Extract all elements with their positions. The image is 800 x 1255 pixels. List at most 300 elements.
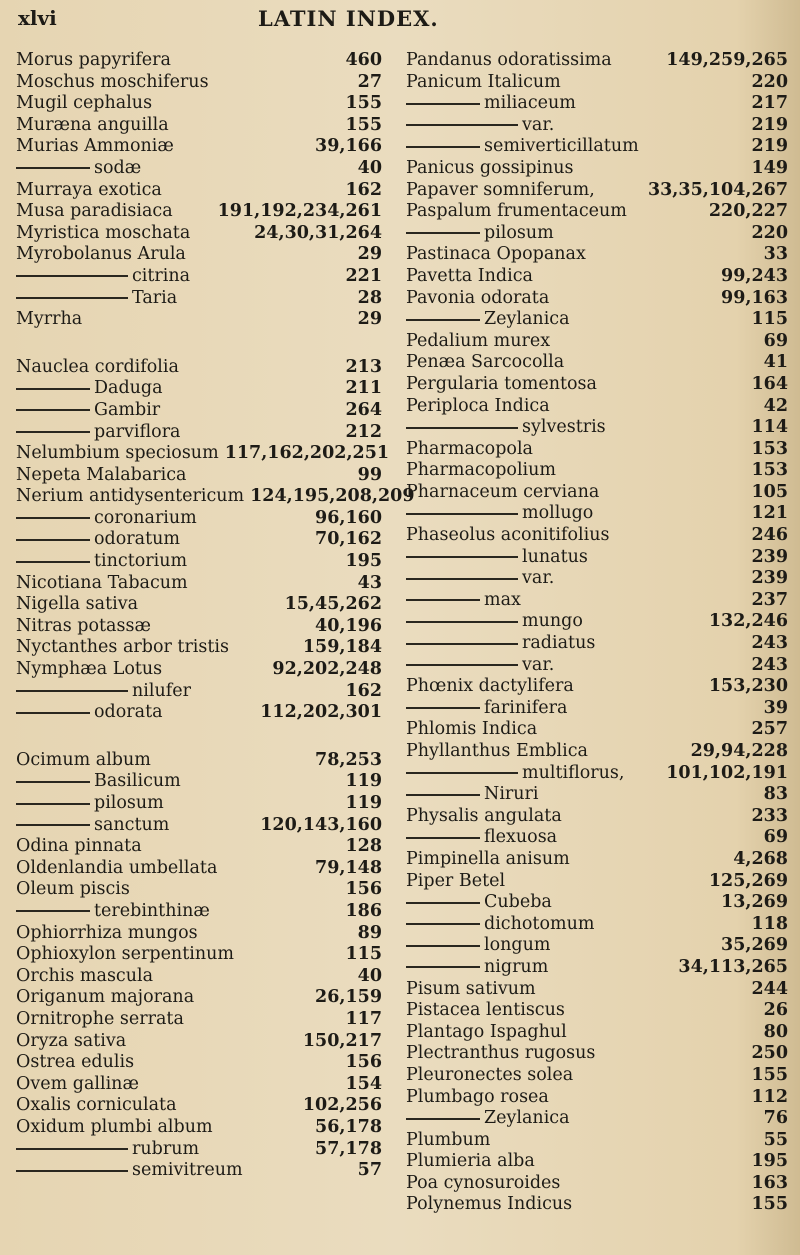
entry-name: var. xyxy=(406,568,745,590)
index-letter-group xyxy=(16,356,415,724)
index-subentry xyxy=(406,417,788,439)
entry-name: Morus papyrifera xyxy=(16,50,171,70)
index-subentry xyxy=(16,158,382,180)
entry-name: Murias Ammoniæ xyxy=(16,136,174,157)
index-subentry xyxy=(16,793,382,815)
entry-page-refs: 156 xyxy=(345,1052,382,1073)
entry-name: Pavetta Indica xyxy=(406,265,533,286)
index-entry xyxy=(406,374,788,396)
index-subentry xyxy=(16,901,382,923)
entry-page-refs: 102,256 xyxy=(302,1095,382,1116)
entry-page-refs: 244 xyxy=(751,978,788,999)
entry-page-refs: 246 xyxy=(751,525,788,546)
entry-name: Physalis angulata xyxy=(406,805,562,826)
entry-name: Pedalium murex xyxy=(406,330,551,351)
index-subentry xyxy=(406,655,788,677)
entry-name: multiflorus, xyxy=(406,763,660,785)
entry-page-refs: 39 xyxy=(763,697,788,718)
index-entry xyxy=(406,1000,788,1022)
entry-name: Panicum Italicum xyxy=(406,71,561,92)
entry-name: pilosum xyxy=(406,223,745,245)
index-entry xyxy=(406,1022,788,1044)
index-entry xyxy=(16,966,382,988)
entry-page-refs: 153 xyxy=(751,438,788,459)
index-entry xyxy=(406,719,788,741)
index-subentry xyxy=(406,547,788,569)
entry-page-refs: 89 xyxy=(357,922,382,943)
entry-page-refs: 57,178 xyxy=(315,1138,382,1159)
entry-page-refs: 115 xyxy=(751,309,788,330)
entry-name: Muræna anguilla xyxy=(16,114,169,135)
entry-page-refs: 56,178 xyxy=(315,1116,382,1137)
entry-name: Pisum sativum xyxy=(406,978,536,999)
entry-name: Oxidum plumbi album xyxy=(16,1116,213,1137)
entry-name: Pergularia tomentosa xyxy=(406,373,597,394)
entry-name: Myrobolanus Arula xyxy=(16,244,186,265)
entry-page-refs: 115 xyxy=(345,944,382,965)
entry-page-refs: 80 xyxy=(763,1021,788,1042)
index-entry xyxy=(16,244,382,266)
index-subentry xyxy=(406,914,788,936)
index-entry xyxy=(16,836,382,858)
index-letter-group xyxy=(406,50,788,1216)
entry-name: flexuosa xyxy=(406,827,758,849)
entry-page-refs: 155 xyxy=(345,114,382,135)
entry-page-refs: 112 xyxy=(751,1086,788,1107)
index-entry xyxy=(406,396,788,418)
entry-name: Plantago Ispaghul xyxy=(406,1021,567,1042)
entry-page-refs: 92,202,248 xyxy=(272,659,382,680)
entry-page-refs: 117,162,202,251 xyxy=(224,443,390,464)
entry-page-refs: 212 xyxy=(345,421,382,442)
entry-name: citrina xyxy=(16,266,339,288)
index-subentry xyxy=(406,590,788,612)
index-subentry xyxy=(406,503,788,525)
entry-page-refs: 13,269 xyxy=(721,892,788,913)
entry-name: odorata xyxy=(16,702,254,724)
entry-page-refs: 150,217 xyxy=(302,1030,382,1051)
entry-page-refs: 219 xyxy=(751,136,788,157)
index-entry xyxy=(16,1095,382,1117)
index-subentry xyxy=(16,1160,382,1182)
entry-name: sylvestris xyxy=(406,417,745,439)
index-subentry xyxy=(16,815,382,837)
index-entry xyxy=(16,201,382,223)
entry-name: Plumieria alba xyxy=(406,1151,535,1172)
entry-name: Ornitrophe serrata xyxy=(16,1008,184,1029)
entry-name: semivitreum xyxy=(16,1160,352,1182)
entry-name: rubrum xyxy=(16,1139,309,1161)
entry-name: longum xyxy=(406,935,715,957)
index-subentry xyxy=(406,309,788,331)
entry-page-refs: 40 xyxy=(357,965,382,986)
entry-name: Periploca Indica xyxy=(406,395,550,416)
entry-page-refs: 34,113,265 xyxy=(678,956,788,977)
entry-name: Oxalis corniculata xyxy=(16,1095,177,1116)
entry-page-refs: 24,30,31,264 xyxy=(254,222,382,243)
entry-page-refs: 117 xyxy=(345,1008,382,1029)
entry-page-refs: 15,45,262 xyxy=(284,594,382,615)
entry-page-refs: 99 xyxy=(357,464,382,485)
entry-name: max xyxy=(406,590,745,612)
entry-page-refs: 57 xyxy=(357,1160,382,1181)
index-subentry xyxy=(406,115,788,137)
entry-name: Phlomis Indica xyxy=(406,719,538,740)
entry-name: sodæ xyxy=(16,158,352,180)
entry-name: terebinthinæ xyxy=(16,901,339,923)
entry-name: Zeylanica xyxy=(406,309,745,331)
index-entry xyxy=(16,987,382,1009)
entry-page-refs: 124,195,208,209 xyxy=(250,486,415,507)
entry-page-refs: 119 xyxy=(345,771,382,792)
index-entry xyxy=(406,50,788,72)
entry-page-refs: 221 xyxy=(345,265,382,286)
entry-name: Oleum piscis xyxy=(16,879,130,900)
entry-page-refs: 99,163 xyxy=(721,287,788,308)
index-entry xyxy=(16,223,382,245)
index-entry xyxy=(406,806,788,828)
index-entry xyxy=(16,309,382,331)
entry-page-refs: 26 xyxy=(763,1000,788,1021)
running-title: LATIN INDEX. xyxy=(258,6,439,31)
entry-page-refs: 26,159 xyxy=(315,987,382,1008)
index-subentry xyxy=(406,568,788,590)
entry-name: Nymphæa Lotus xyxy=(16,659,163,680)
index-entry xyxy=(16,93,382,115)
entry-name: Phœnix dactylifera xyxy=(406,676,574,697)
index-entry xyxy=(16,573,382,595)
entry-page-refs: 79,148 xyxy=(315,857,382,878)
index-entry xyxy=(16,923,382,945)
entry-name: miliaceum xyxy=(406,93,745,115)
index-entry xyxy=(406,1065,788,1087)
entry-name: semiverticillatum xyxy=(406,136,745,158)
entry-name: farinifera xyxy=(406,698,758,720)
entry-page-refs: 69 xyxy=(763,827,788,848)
entry-page-refs: 233 xyxy=(751,805,788,826)
entry-name: Piper Betel xyxy=(406,870,506,891)
entry-name: Musa paradisiaca xyxy=(16,201,173,222)
entry-name: parviflora xyxy=(16,422,339,444)
entry-name: Niruri xyxy=(406,784,758,806)
index-entry xyxy=(16,50,382,72)
entry-name: Taria xyxy=(16,288,352,310)
entry-name: nigrum xyxy=(406,957,672,979)
index-entry xyxy=(16,1031,382,1053)
entry-page-refs: 264 xyxy=(345,399,382,420)
index-entry xyxy=(16,594,382,616)
index-entry xyxy=(16,1074,382,1096)
index-subentry xyxy=(16,266,382,288)
entry-name: Nerium antidysentericum xyxy=(16,486,245,507)
entry-page-refs: 155 xyxy=(751,1194,788,1215)
index-subentry xyxy=(406,784,788,806)
entry-page-refs: 101,102,191 xyxy=(666,762,788,783)
index-entry xyxy=(16,858,382,880)
entry-page-refs: 153 xyxy=(751,460,788,481)
entry-name: Origanum majorana xyxy=(16,987,195,1008)
index-subentry xyxy=(16,288,382,310)
entry-page-refs: 29 xyxy=(357,244,382,265)
entry-name: Plumbago rosea xyxy=(406,1086,549,1107)
entry-name: Ophioxylon serpentinum xyxy=(16,944,234,965)
entry-name: Pavonia odorata xyxy=(406,287,550,308)
entry-page-refs: 195 xyxy=(345,551,382,572)
entry-name: Panicus gossipinus xyxy=(406,157,574,178)
index-subentry xyxy=(406,1108,788,1130)
index-entry xyxy=(16,944,382,966)
entry-page-refs: 29,94,228 xyxy=(690,741,788,761)
entry-page-refs: 99,243 xyxy=(721,265,788,286)
index-subentry xyxy=(406,633,788,655)
entry-name: Polynemus Indicus xyxy=(406,1194,573,1215)
index-entry xyxy=(406,1087,788,1109)
entry-page-refs: 159,184 xyxy=(302,637,382,658)
index-subentry xyxy=(16,529,382,551)
entry-name: Murraya exotica xyxy=(16,179,162,200)
index-entry xyxy=(16,1009,382,1031)
entry-page-refs: 114 xyxy=(751,417,788,438)
entry-name: var. xyxy=(406,655,745,677)
entry-name: Pharmacopolium xyxy=(406,460,557,481)
entry-page-refs: 28 xyxy=(357,287,382,308)
index-entry xyxy=(406,266,788,288)
entry-page-refs: 29 xyxy=(357,309,382,330)
index-entry xyxy=(16,1117,382,1139)
index-letter-group xyxy=(16,750,382,1182)
index-entry xyxy=(406,676,788,698)
entry-page-refs: 69 xyxy=(763,330,788,351)
entry-name: Pastinaca Opopanax xyxy=(406,244,586,265)
entry-page-refs: 156 xyxy=(345,879,382,900)
entry-page-refs: 243 xyxy=(751,654,788,675)
entry-name: coronarium xyxy=(16,508,309,530)
index-subentry xyxy=(406,957,788,979)
entry-page-refs: 118 xyxy=(751,913,788,934)
page-number: xlvi xyxy=(18,6,57,30)
entry-page-refs: 191,192,234,261 xyxy=(217,201,382,222)
index-subentry xyxy=(406,611,788,633)
entry-page-refs: 27 xyxy=(357,71,382,92)
entry-name: Nyctanthes arbor tristis xyxy=(16,637,229,658)
index-entry xyxy=(406,849,788,871)
entry-page-refs: 55 xyxy=(763,1129,788,1150)
entry-name: Ostrea edulis xyxy=(16,1052,135,1073)
entry-name: Nicotiana Tabacum xyxy=(16,572,188,593)
entry-name: Plectranthus rugosus xyxy=(406,1043,596,1064)
entry-name: mollugo xyxy=(406,503,745,525)
entry-name: Myrrha xyxy=(16,309,83,330)
entry-page-refs: 35,269 xyxy=(721,935,788,956)
page-header xyxy=(0,4,800,32)
index-subentry xyxy=(406,136,788,158)
entry-page-refs: 219 xyxy=(751,114,788,135)
entry-name: Nepeta Malabarica xyxy=(16,464,187,485)
entry-page-refs: 239 xyxy=(751,546,788,567)
index-entry xyxy=(16,357,382,379)
entry-name: pilosum xyxy=(16,793,339,815)
entry-name: Poa cynosuroides xyxy=(406,1172,561,1193)
left-index-column xyxy=(16,50,415,1208)
entry-name: Penæa Sarcocolla xyxy=(406,352,565,373)
index-entry xyxy=(16,879,382,901)
entry-page-refs: 257 xyxy=(751,719,788,740)
index-entry xyxy=(16,750,382,772)
index-entry xyxy=(406,158,788,180)
entry-page-refs: 155 xyxy=(751,1064,788,1085)
entry-page-refs: 237 xyxy=(751,589,788,610)
index-subentry xyxy=(16,508,382,530)
entry-name: Moschus moschiferus xyxy=(16,71,209,92)
entry-name: Paspalum frumentaceum xyxy=(406,201,627,222)
index-entry xyxy=(406,1043,788,1065)
index-subentry xyxy=(406,827,788,849)
entry-name: tinctorium xyxy=(16,551,339,573)
entry-page-refs: 213 xyxy=(345,356,382,377)
index-entry xyxy=(406,180,788,202)
entry-page-refs: 76 xyxy=(763,1108,788,1129)
entry-name: Pharnaceum cerviana xyxy=(406,481,600,502)
index-subentry xyxy=(16,702,382,724)
right-index-column xyxy=(406,50,788,1242)
entry-page-refs: 40 xyxy=(357,157,382,178)
index-subentry xyxy=(16,771,382,793)
index-subentry xyxy=(406,763,788,785)
index-entry xyxy=(16,115,382,137)
index-entry xyxy=(406,331,788,353)
entry-name: Pleuronectes solea xyxy=(406,1064,574,1085)
index-entry xyxy=(406,1130,788,1152)
entry-page-refs: 217 xyxy=(751,93,788,114)
entry-page-refs: 220 xyxy=(751,222,788,243)
entry-name: Basilicum xyxy=(16,771,339,793)
index-subentry xyxy=(16,1139,382,1161)
entry-name: Oryza sativa xyxy=(16,1030,127,1051)
entry-page-refs: 125,269 xyxy=(708,870,788,891)
index-entry xyxy=(406,72,788,94)
entry-page-refs: 4,268 xyxy=(733,848,788,869)
entry-name: Oldenlandia umbellata xyxy=(16,857,218,878)
entry-page-refs: 195 xyxy=(751,1151,788,1172)
entry-name: sanctum xyxy=(16,815,254,837)
entry-page-refs: 149,259,265 xyxy=(666,50,788,70)
entry-name: Nelumbium speciosum xyxy=(16,443,219,464)
entry-name: Plumbum xyxy=(406,1129,491,1150)
index-entry xyxy=(406,288,788,310)
entry-page-refs: 154 xyxy=(345,1073,382,1094)
index-entry xyxy=(16,616,382,638)
entry-name: Phyllanthus Emblica xyxy=(406,741,588,761)
entry-name: Pandanus odoratissima xyxy=(406,50,612,70)
entry-name: Odina pinnata xyxy=(16,836,142,857)
entry-page-refs: 239 xyxy=(751,568,788,589)
entry-page-refs: 220 xyxy=(751,71,788,92)
entry-name: Nigella sativa xyxy=(16,594,139,615)
entry-page-refs: 162 xyxy=(345,680,382,701)
entry-page-refs: 41 xyxy=(763,352,788,373)
entry-page-refs: 119 xyxy=(345,793,382,813)
entry-page-refs: 43 xyxy=(357,572,382,593)
entry-name: radiatus xyxy=(406,633,745,655)
index-entry xyxy=(406,460,788,482)
index-entry xyxy=(406,871,788,893)
index-entry xyxy=(16,443,390,465)
index-entry xyxy=(16,180,382,202)
entry-name: dichotomum xyxy=(406,914,745,936)
index-entry xyxy=(406,1173,788,1195)
entry-name: nilufer xyxy=(16,681,339,703)
entry-page-refs: 149 xyxy=(751,157,788,178)
entry-page-refs: 155 xyxy=(345,93,382,114)
entry-name: Pimpinella anisum xyxy=(406,848,570,869)
entry-name: Pharmacopola xyxy=(406,438,533,459)
entry-name: var. xyxy=(406,115,745,137)
index-entry xyxy=(406,1151,788,1173)
index-entry xyxy=(406,1194,788,1216)
index-entry xyxy=(16,136,382,158)
index-entry xyxy=(16,1052,382,1074)
entry-page-refs: 164 xyxy=(751,373,788,394)
entry-page-refs: 96,160 xyxy=(315,507,382,528)
entry-page-refs: 70,162 xyxy=(315,529,382,550)
entry-name: Nitras potassæ xyxy=(16,615,151,636)
entry-page-refs: 120,143,160 xyxy=(260,814,382,835)
entry-page-refs: 78,253 xyxy=(315,749,382,770)
index-letter-group xyxy=(16,50,382,331)
entry-page-refs: 83 xyxy=(763,784,788,805)
index-subentry xyxy=(406,892,788,914)
entry-page-refs: 121 xyxy=(751,503,788,524)
entry-name: Zeylanica xyxy=(406,1108,758,1130)
entry-page-refs: 33,35,104,267 xyxy=(647,179,788,200)
index-subentry xyxy=(16,681,382,703)
entry-name: Gambir xyxy=(16,400,339,422)
entry-name: Ocimum album xyxy=(16,749,151,770)
entry-name: Mugil cephalus xyxy=(16,93,153,114)
index-entry xyxy=(406,482,788,504)
entry-page-refs: 460 xyxy=(345,50,382,70)
entry-name: Cubeba xyxy=(406,892,715,914)
entry-page-refs: 105 xyxy=(751,481,788,502)
entry-name: odoratum xyxy=(16,529,309,551)
index-entry xyxy=(406,352,788,374)
entry-page-refs: 220,227 xyxy=(708,201,788,222)
entry-page-refs: 132,246 xyxy=(708,611,788,632)
entry-page-refs: 250 xyxy=(751,1043,788,1064)
index-entry xyxy=(16,465,382,487)
entry-name: Ophiorrhiza mungos xyxy=(16,922,198,943)
index-subentry xyxy=(16,400,382,422)
entry-name: Phaseolus aconitifolius xyxy=(406,525,610,546)
entry-name: mungo xyxy=(406,611,703,633)
entry-page-refs: 112,202,301 xyxy=(260,702,382,723)
entry-page-refs: 42 xyxy=(763,395,788,416)
entry-page-refs: 39,166 xyxy=(315,136,382,157)
index-subentry xyxy=(16,378,382,400)
entry-page-refs: 243 xyxy=(751,633,788,654)
index-entry xyxy=(16,72,382,94)
index-entry xyxy=(406,979,788,1001)
index-entry xyxy=(16,637,382,659)
index-entry xyxy=(406,741,788,763)
entry-name: Pistacea lentiscus xyxy=(406,1000,565,1021)
entry-page-refs: 163 xyxy=(751,1172,788,1193)
entry-page-refs: 40,196 xyxy=(315,615,382,636)
entry-name: Myristica moschata xyxy=(16,222,191,243)
index-subentry xyxy=(16,422,382,444)
index-subentry xyxy=(16,551,382,573)
index-entry xyxy=(406,201,788,223)
